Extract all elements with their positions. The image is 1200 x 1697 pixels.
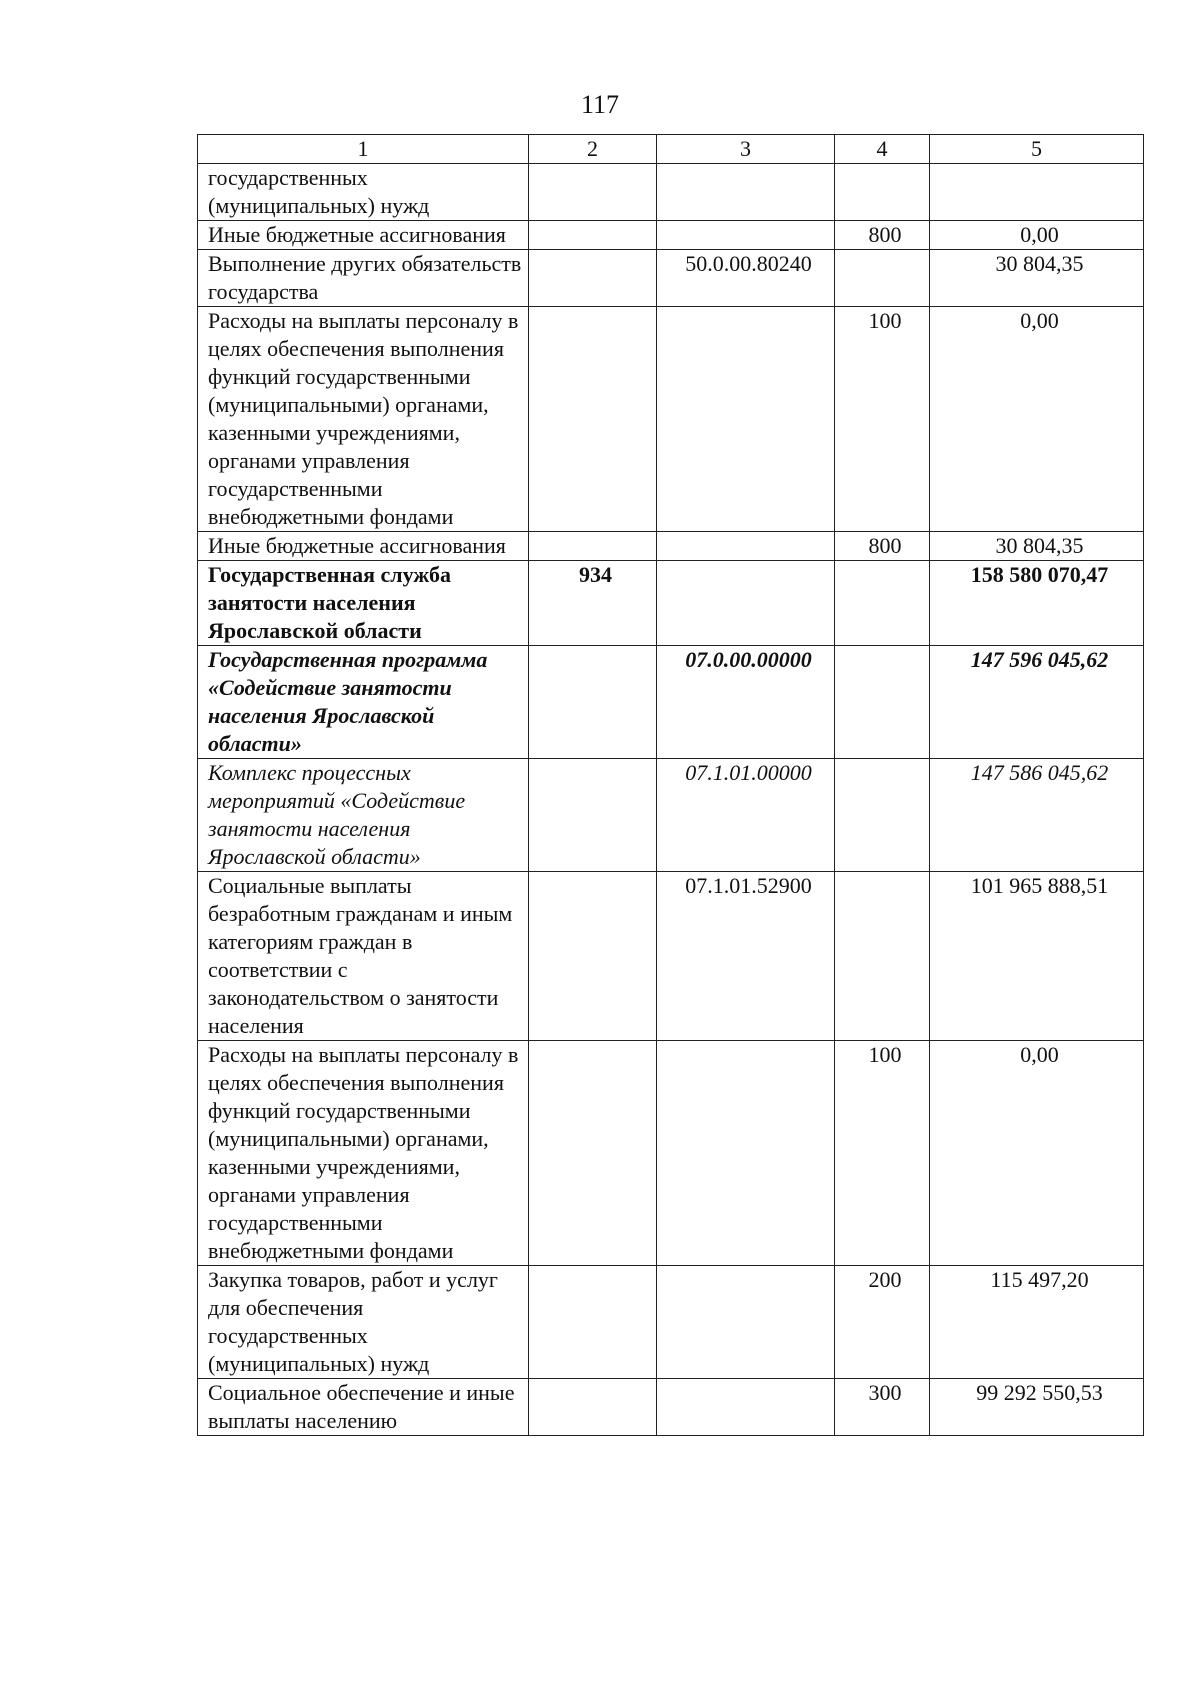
row-department-cell [529, 1041, 657, 1266]
row-department-cell [529, 250, 657, 307]
row-name-cell: Государственная программа «Содействие занятости населения Ярославской области» [198, 646, 529, 759]
row-department-cell [529, 872, 657, 1041]
table-row [198, 164, 1144, 221]
row-expense-type-cell [835, 872, 930, 1041]
row-expense-type-cell: 800 [835, 221, 930, 250]
row-target-article-cell [657, 1041, 835, 1266]
column-header: 1 [198, 135, 529, 164]
row-amount-cell: 101 965 888,51 [930, 872, 1144, 1041]
table-row [198, 872, 1144, 1041]
row-expense-type-cell [835, 164, 930, 221]
row-expense-type-cell: 800 [835, 532, 930, 561]
row-target-article-cell: 07.1.01.52900 [657, 872, 835, 1041]
table-row [198, 307, 1144, 532]
row-name-cell: Расходы на выплаты персоналу в целях обеспечения выполнения функций государственными (муниципальными) органами, казенными учреждениями, органами управления государственными внебюджетными фондами [198, 307, 529, 532]
column-header: 3 [657, 135, 835, 164]
row-expense-type-cell [835, 250, 930, 307]
row-amount-cell: 147 586 045,62 [930, 759, 1144, 872]
table-row [198, 221, 1144, 250]
row-target-article-cell [657, 307, 835, 532]
row-department-cell: 934 [529, 561, 657, 646]
table-row [198, 1266, 1144, 1379]
table-body [198, 164, 1144, 1436]
row-amount-cell: 0,00 [930, 1041, 1144, 1266]
row-amount-cell [930, 164, 1144, 221]
row-name-cell: Закупка товаров, работ и услуг для обеспечения государственных (муниципальных) нужд [198, 1266, 529, 1379]
row-department-cell [529, 759, 657, 872]
row-target-article-cell [657, 561, 835, 646]
row-amount-cell: 99 292 550,53 [930, 1379, 1144, 1436]
page-number: 117 [580, 90, 620, 119]
row-target-article-cell: 07.1.01.00000 [657, 759, 835, 872]
row-amount-cell: 147 596 045,62 [930, 646, 1144, 759]
row-name-cell: Выполнение других обязательств государства [198, 250, 529, 307]
table-row [198, 759, 1144, 872]
row-department-cell [529, 221, 657, 250]
row-name-cell: Комплекс процессных мероприятий «Содействие занятости населения Ярославской области» [198, 759, 529, 872]
row-target-article-cell [657, 1266, 835, 1379]
table-row [198, 1379, 1144, 1436]
row-amount-cell: 30 804,35 [930, 250, 1144, 307]
row-name-cell: Иные бюджетные ассигнования [198, 221, 529, 250]
table-row [198, 1041, 1144, 1266]
row-target-article-cell [657, 164, 835, 221]
row-amount-cell: 0,00 [930, 307, 1144, 532]
row-target-article-cell [657, 532, 835, 561]
column-header: 2 [529, 135, 657, 164]
budget-table [197, 134, 1144, 1436]
row-name-cell: Иные бюджетные ассигнования [198, 532, 529, 561]
row-amount-cell: 115 497,20 [930, 1266, 1144, 1379]
row-name-cell: Государственная служба занятости населения Ярославской области [198, 561, 529, 646]
row-expense-type-cell: 200 [835, 1266, 930, 1379]
row-department-cell [529, 1379, 657, 1436]
row-expense-type-cell: 100 [835, 307, 930, 532]
row-expense-type-cell: 100 [835, 1041, 930, 1266]
row-target-article-cell: 50.0.00.80240 [657, 250, 835, 307]
row-name-cell: Социальные выплаты безработным гражданам и иным категориям граждан в соответствии с законодательством о занятости населения [198, 872, 529, 1041]
column-header: 5 [930, 135, 1144, 164]
row-amount-cell: 158 580 070,47 [930, 561, 1144, 646]
table-row [198, 646, 1144, 759]
row-target-article-cell: 07.0.00.00000 [657, 646, 835, 759]
table-row [198, 532, 1144, 561]
table-row [198, 561, 1144, 646]
row-name-cell: Социальное обеспечение и иные выплаты населению [198, 1379, 529, 1436]
row-department-cell [529, 1266, 657, 1379]
row-department-cell [529, 164, 657, 221]
row-target-article-cell [657, 1379, 835, 1436]
row-department-cell [529, 307, 657, 532]
row-expense-type-cell [835, 561, 930, 646]
row-target-article-cell [657, 221, 835, 250]
row-amount-cell: 30 804,35 [930, 532, 1144, 561]
column-header: 4 [835, 135, 930, 164]
row-expense-type-cell [835, 759, 930, 872]
row-name-cell: Расходы на выплаты персоналу в целях обеспечения выполнения функций государственными (муниципальными) органами, казенными учреждениями, органами управления государственными внебюджетными фондами [198, 1041, 529, 1266]
row-expense-type-cell: 300 [835, 1379, 930, 1436]
row-name-cell: государственных (муниципальных) нужд [198, 164, 529, 221]
column-number-row [198, 135, 1144, 164]
row-amount-cell: 0,00 [930, 221, 1144, 250]
row-department-cell [529, 532, 657, 561]
row-department-cell [529, 646, 657, 759]
row-expense-type-cell [835, 646, 930, 759]
table-row [198, 250, 1144, 307]
